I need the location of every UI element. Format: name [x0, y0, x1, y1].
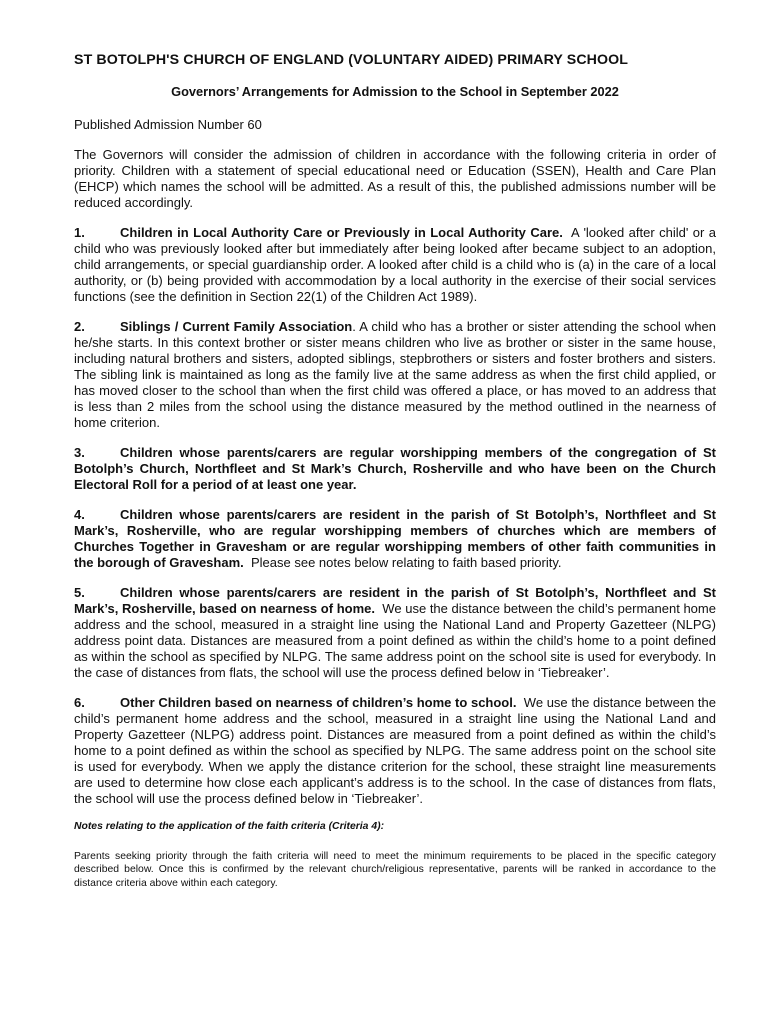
published-admission-number: Published Admission Number 60	[74, 117, 262, 132]
notes-heading: Notes relating to the application of the faith criteria (Criteria 4):	[74, 821, 385, 832]
criterion-heading: Children in Local Authority Care or Previously in Local Authority Care.	[120, 225, 563, 240]
criterion-heading: Children whose parents/carers are regular worshipping members of the congregation of St Botolph’s Church, Northfleet and St Mark’s Church, Rosherville and who have been on the Church Electoral Roll for a period of at least one year.	[74, 445, 716, 492]
criterion-number: 4.	[74, 507, 85, 522]
criterion-heading: Children whose parents/carers are resident in the parish of St Botolph’s, Northfleet and St Mark’s, Rosherville, who are regular worshipping members of churches which are members of Churches Together in Gravesham or are regular worshipping members of other faith communities in the borough of Gravesham.	[74, 507, 716, 570]
document-subtitle: Governors’ Arrangements for Admission to the School in September 2022	[171, 84, 619, 99]
criterion-text: We use the distance between the child’s permanent home address and the school, measured in a straight line using the National Land and Property Gazetteer (NLPG) address point. Distances are measured from a point defined as within the child’s home to a point defined as within the school as specified by NLPG. The same address point on the school site is used for everybody. When we apply the distance criterion for the school, these straight line measurements are used to determine how close each applicant’s address is to the school. In the case of distances from flats, the school will use the process defined below in ‘Tiebreaker’.	[74, 695, 716, 806]
criterion-3	[74, 445, 716, 493]
criterion-number: 5.	[74, 585, 85, 600]
criterion-2	[74, 319, 716, 431]
criterion-heading: Siblings / Current Family Association	[120, 319, 353, 334]
criterion-4	[74, 507, 716, 571]
criterion-number: 3.	[74, 445, 85, 460]
criterion-heading: Children whose parents/carers are resident in the parish of St Botolph’s, Northfleet and St Mark’s, Rosherville, based on nearness of home.	[74, 585, 716, 616]
notes-body: Parents seeking priority through the faith criteria will need to meet the minimum requirements to be placed in the specific category described below. Once this is confirmed by the relevant church/religious representative, parents will be ranked in accordance to the distance criteria above within each category.	[74, 851, 716, 889]
criterion-5	[74, 585, 716, 681]
criterion-text: . A child who has a brother or sister attending the school when he/she starts. In this context brother or sister means children who live as brother or sister in the same house, including natural brothers and sisters, adopted siblings, stepbrothers or sisters and foster brothers and sisters. The sibling link is maintained as long as the family live at the same address as when the first child applied, or has moved closer to the school than when the first child was offered a place, or has moved to an address that is less than 2 miles from the school using the distance measured by the method outlined in the nearness of home criterion.	[74, 319, 716, 430]
document-page	[74, 52, 716, 890]
document-title: ST BOTOLPH'S CHURCH OF ENGLAND (VOLUNTARY AIDED) PRIMARY SCHOOL	[74, 52, 629, 68]
criterion-number: 1.	[74, 225, 85, 240]
criterion-number: 2.	[74, 319, 85, 334]
criterion-text: Please see notes below relating to faith based priority.	[250, 555, 562, 570]
criterion-6	[74, 695, 716, 807]
criterion-text: A 'looked after child' or a child who was previously looked after but immediately after being looked after became subject to an adoption, child arrangements, or special guardianship order. A looked after child is a child who is (a) in the care of a local authority, or (b) being provided with accommodation by a local authority in the exercise of their social services functions (see the definition in Section 22(1) of the Children Act 1989).	[74, 225, 716, 304]
criterion-heading: Other Children based on nearness of children’s home to school.	[120, 695, 517, 710]
criterion-number: 6.	[74, 695, 85, 710]
intro-paragraph: The Governors will consider the admission of children in accordance with the following criteria in order of priority. Children with a statement of special educational need or Education (SSEN), Health and Care Plan (EHCP) which names the school will be admitted. As a result of this, the published admissions number will be reduced accordingly.	[74, 147, 716, 210]
criterion-text: We use the distance between the child’s permanent home address and the school, measured in a straight line using the National Land and Property Gazetteer (NLPG) address point data. Distances are measured from a point defined as within the child’s home to a point defined as within the school as specified by NLPG. The same address point on the school site is used for everybody. In the case of distances from flats, the school will use the process defined below in ‘Tiebreaker’.	[74, 601, 716, 680]
criterion-1	[74, 225, 716, 305]
